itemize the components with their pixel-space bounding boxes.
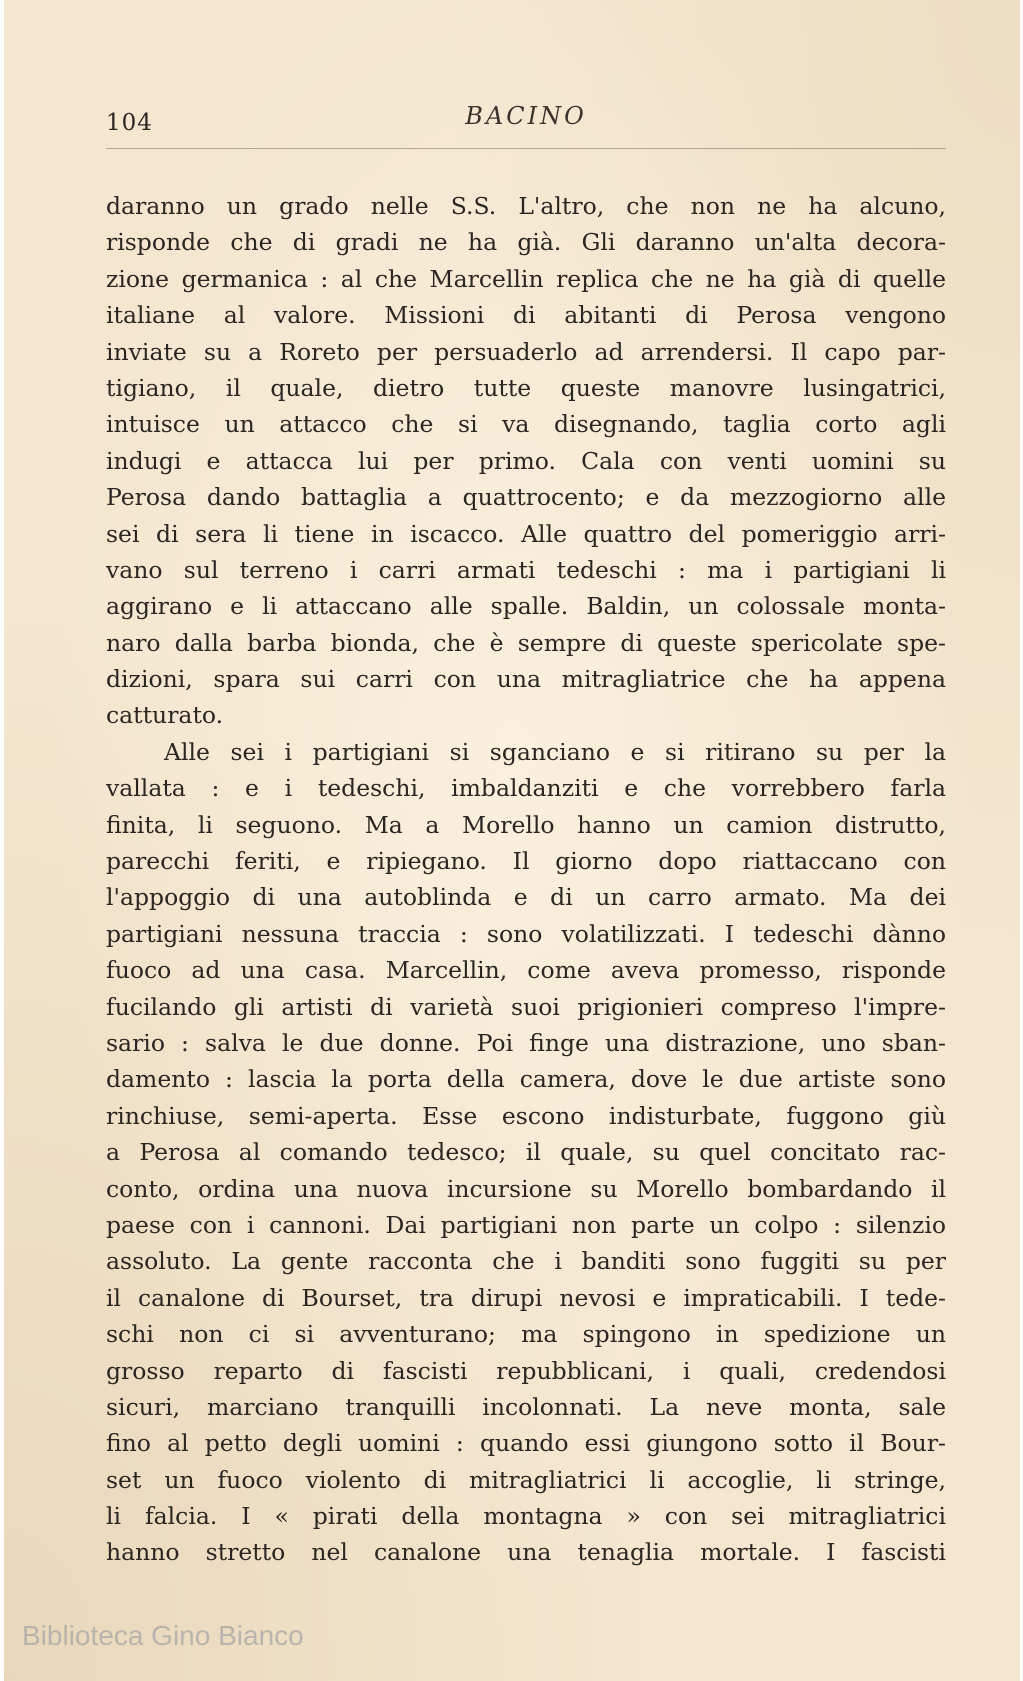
header-rule bbox=[106, 148, 946, 149]
text-line: rinchiuse, semi-aperta. Esse escono indisturbate, fuggono giù bbox=[106, 1101, 946, 1130]
text-line: paese con i cannoni. Dai partigiani non parte un colpo : silenzio bbox=[106, 1210, 946, 1239]
text-line: risponde che di gradi ne ha già. Gli daranno un'alta decora- bbox=[106, 228, 946, 257]
text-line: l'appoggio di una autoblinda e di un carro armato. Ma dei bbox=[106, 883, 946, 912]
text-line: Perosa dando battaglia a quattrocento; e da mezzogiorno alle bbox=[106, 483, 946, 512]
text-line: intuisce un attacco che si va disegnando, taglia corto agli bbox=[106, 410, 946, 439]
text-line: inviate su a Roreto per persuaderlo ad arrendersi. Il capo par- bbox=[106, 337, 946, 366]
text-line: tigiano, il quale, dietro tutte queste manovre lusingatrici, bbox=[106, 373, 946, 402]
text-line: vallata : e i tedeschi, imbaldanziti e che vorrebbero farla bbox=[106, 774, 946, 803]
text-line: grosso reparto di fascisti repubblicani, i quali, credendosi bbox=[106, 1356, 946, 1385]
paragraph-first-line: Alle sei i partigiani si sganciano e si ritirano su per la bbox=[164, 737, 946, 766]
text-line: partigiani nessuna traccia : sono volatilizzati. I tedeschi dànno bbox=[106, 919, 946, 948]
text-line: catturato. bbox=[106, 701, 224, 730]
text-line: a Perosa al comando tedesco; il quale, su quel concitato rac- bbox=[106, 1138, 946, 1167]
text-line: finita, li seguono. Ma a Morello hanno un camion distrutto, bbox=[106, 810, 946, 839]
body-text bbox=[106, 188, 946, 1571]
text-line: sario : salva le due donne. Poi finge una distrazione, uno sban- bbox=[106, 1028, 946, 1057]
text-line: fucilando gli artisti di varietà suoi prigionieri compreso l'impre- bbox=[106, 992, 946, 1021]
book-page bbox=[4, 0, 1020, 1681]
text-line: naro dalla barba bionda, che è sempre di queste spericolate spe- bbox=[106, 628, 946, 657]
text-line: italiane al valore. Missioni di abitanti di Perosa vengono bbox=[106, 301, 946, 330]
text-line: hanno stretto nel canalone una tenaglia mortale. I fascisti bbox=[106, 1538, 946, 1567]
text-line: fuoco ad una casa. Marcellin, come aveva promesso, risponde bbox=[106, 956, 946, 985]
text-line: schi non ci si avventurano; ma spingono in spedizione un bbox=[106, 1320, 946, 1349]
page-header bbox=[106, 100, 946, 140]
text-line: vano sul terreno i carri armati tedeschi : ma i partigiani li bbox=[106, 555, 946, 584]
text-line: fino al petto degli uomini : quando essi giungono sotto il Bour- bbox=[106, 1429, 946, 1458]
text-line: sicuri, marciano tranquilli incolonnati. La neve monta, sale bbox=[106, 1392, 946, 1421]
text-line: damento : lascia la porta della camera, dove le due artiste sono bbox=[106, 1065, 946, 1094]
running-title: BACINO bbox=[465, 102, 587, 130]
text-line: assoluto. La gente racconta che i banditi sono fuggiti su per bbox=[106, 1247, 946, 1276]
text-line: daranno un grado nelle S.S. L'altro, che non ne ha alcuno, bbox=[106, 192, 946, 220]
text-line: sei di sera li tiene in iscacco. Alle quattro del pomeriggio arri- bbox=[106, 519, 946, 548]
library-watermark: Biblioteca Gino Bianco bbox=[22, 1620, 304, 1651]
text-line: zione germanica : al che Marcellin replica che ne ha già di quelle bbox=[106, 264, 946, 293]
text-line: aggirano e li attaccano alle spalle. Baldin, un colossale monta- bbox=[106, 592, 946, 621]
text-line: parecchi feriti, e ripiegano. Il giorno dopo riattaccano con bbox=[106, 847, 946, 876]
page-number: 104 bbox=[106, 110, 153, 136]
text-line: li falcia. I « pirati della montagna » con sei mitragliatrici bbox=[106, 1502, 946, 1531]
text-line: dizioni, spara sui carri con una mitragliatrice che ha appena bbox=[106, 665, 946, 694]
text-line: il canalone di Bourset, tra dirupi nevosi e impraticabili. I tede- bbox=[106, 1283, 946, 1312]
text-line: indugi e attacca lui per primo. Cala con venti uomini su bbox=[106, 446, 946, 475]
text-line: set un fuoco violento di mitragliatrici li accoglie, li stringe, bbox=[106, 1465, 946, 1494]
text-line: conto, ordina una nuova incursione su Morello bombardando il bbox=[106, 1174, 946, 1203]
